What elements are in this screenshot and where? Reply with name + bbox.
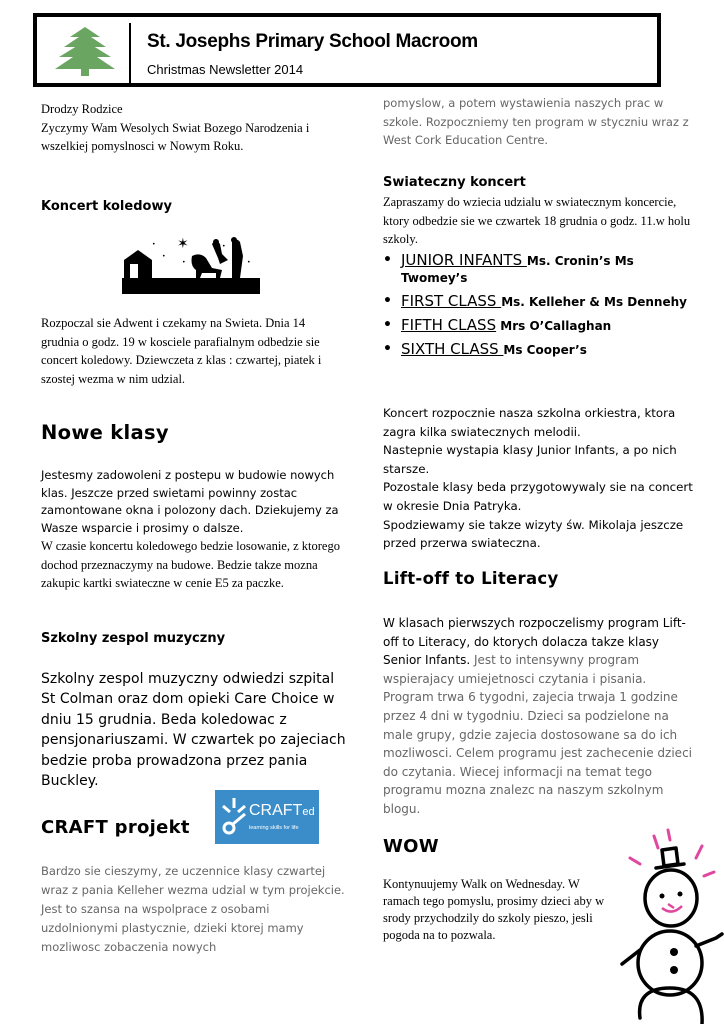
school-title: St. Josephs Primary School Macroom (147, 31, 478, 52)
wow-text: Kontynuujemy Walk on Wednesday. W ramach tego pomyslu, prosimy dzieci aby w srody przychodzily do szkoly pieszo, jesli pogoda na to pozwala. (383, 877, 605, 942)
svg-text:•: • (152, 241, 156, 248)
svg-text:•: • (162, 253, 166, 260)
svg-text:•: • (247, 259, 251, 266)
list-item (383, 252, 703, 287)
koncert-details-text: Koncert rozpocznie nasza szkolna orkiestra, ktora zagra kilka swiatecznych melodii. Nastepnie wystapia klasy Junior Infants, a po nich starsze. Pozostale klasy beda przygotowywaly sie na concert w okresie Dnia Patryka. Spodziewamy sie takze wizyty św. Mikolaja jeszcze przed przerwa swiateczna. (383, 406, 693, 551)
list-item (383, 341, 703, 359)
craft-heading: CRAFT projekt (41, 817, 190, 838)
craft-continued-text: pomyslow, a potem wystawienia naszych prac w szkole. Rozpoczniemy ten program w styczniu wraz z West Cork Education Centre. (383, 96, 689, 148)
class-teacher: Ms. Cronin’s Ms Twomey’s (401, 254, 634, 285)
class-name: JUNIOR INFANTS (401, 251, 527, 269)
koncert-koledowy-text: Rozpoczal sie Adwent i czekamy na Swieta. Dnia 14 grudnia o godz. 19 w kosciele parafialnym odbedzie sie concert koledowy. Dziewczeta z klas : czwartej, piatek i szostej wezma w nim udzial. (41, 316, 322, 386)
snowman-drawing (618, 828, 724, 1024)
class-teacher: Mrs O’Callaghan (496, 319, 612, 333)
wow-heading: WOW (383, 836, 439, 857)
swiateczny-koncert-heading: Swiateczny koncert (383, 175, 526, 190)
newsletter-header (33, 13, 661, 87)
class-name: SIXTH CLASS (401, 340, 504, 358)
koncert-koledowy-heading: Koncert koledowy (41, 199, 172, 214)
swiateczny-koncert-text: Zapraszamy do wziecia udzialu w swiatecznym koncercie, ktory odbedzie sie we czwartek 18 grudnia o godz. 11.w holu szkoly. (383, 195, 691, 247)
svg-text:✶: ✶ (177, 236, 189, 252)
nowe-klasy-heading: Nowe klasy (41, 421, 169, 444)
craft-logo-main: CRAFT (249, 802, 303, 819)
class-name: FIRST CLASS (401, 292, 502, 310)
zespol-heading: Szkolny zespol muzyczny (41, 631, 226, 646)
newsletter-subtitle: Christmas Newsletter 2014 (147, 62, 304, 77)
list-item (383, 317, 703, 335)
nativity-illustration (122, 234, 260, 294)
nowe-klasy-text-2: W czasie koncertu koledowego bedzie losowanie, z ktorego dochod przeznaczymy na budowe. Bedzie takze mozna zakupic kartki swiateczne w cenie E5 za paczke. (41, 539, 340, 591)
literacy-text-2: Jest to intensywny program wspierajacy umiejetnosci czytania i pisania. Program trwa 6 tygodni, zajecia trwaja 1 godzine przez 4 dni w tygodniu. Dzieci sa podzielone na male grupy, gdzie zajecia dostosowane sa do ich mozliwosci. Celem programu jest zachecenie dzieci do czytania. Wiecej informacji na temat tego programu mozna znalezc na naszym szkolnym blogu. (383, 653, 692, 816)
header-divider (129, 23, 131, 83)
christmas-tree-icon (54, 25, 116, 77)
craft-text: Bardzo sie cieszymy, ze uczennice klasy czwartej wraz z pania Kelleher wezma udzial w tym projekcie. Jest to szansa na wspolprace z osobami uzdolnionymi plastycznie, dzieki ktorej mamy mozliwosc zobaczenia nowych (41, 864, 345, 954)
craft-logo-ed: ed (302, 806, 315, 818)
literacy-text-1: W klasach pierwszych rozpoczelismy program Lift-off to Literacy, do ktorych dolacza takze klasy Senior Infants. (383, 616, 686, 668)
class-name: FIFTH CLASS (401, 316, 497, 334)
literacy-heading: Lift-off to Literacy (383, 569, 559, 588)
greeting-text: Drodzy Rodzice Zyczymy Wam Wesolych Swiat Bozego Narodzenia i wszelkiej pomyslnosci w Nowym Roku. (41, 102, 310, 154)
craft-ed-logo (215, 790, 319, 844)
literacy-text (383, 614, 698, 819)
list-item (383, 293, 703, 311)
nowe-klasy-text-1: Jestesmy zadowoleni z postepu w budowie nowych klas. Jeszcze przed swietami powinny zostac zamontowane okna i polozony dach. Dziekujemy za Wasze wsparcie i prosimy o dalsze. (41, 468, 339, 535)
craft-logo-tagline: learning skills for life (249, 825, 299, 831)
svg-text:•: • (222, 243, 226, 250)
class-teacher: Ms. Kelleher & Ms Dennehy (501, 295, 687, 309)
craft-logo-mark-icon (219, 794, 249, 840)
class-teacher: Ms Cooper’s (503, 343, 587, 357)
concert-class-list (383, 252, 703, 365)
svg-text:•: • (182, 259, 186, 266)
zespol-text: Szkolny zespol muzyczny odwiedzi szpital St Colman oraz dom opieki Care Choice w dniu 15 grudnia. Beda koledowac z pensjonariuszami. W czwartek po zajeciach bedzie proba prowadzona przez pania Buckley. (41, 671, 346, 790)
